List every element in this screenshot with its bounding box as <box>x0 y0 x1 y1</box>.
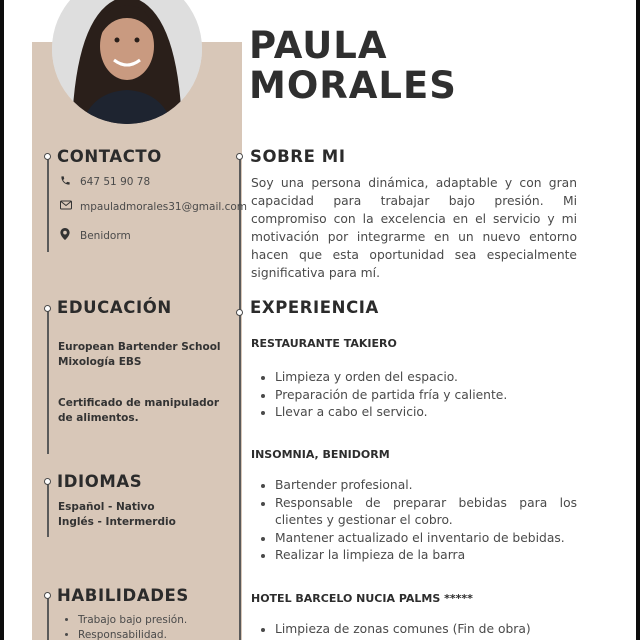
about-timeline-dot <box>236 153 243 160</box>
contact-location <box>60 228 131 243</box>
skills-timeline <box>47 597 49 640</box>
last-name: MORALES <box>249 64 457 107</box>
job-bullet: • Limpieza y orden del espacio. <box>275 369 587 387</box>
job-1-company: RESTAURANTE TAKIERO <box>251 337 397 350</box>
job-bullet: • Limpieza de zonas comunes (Fin de obra) <box>275 621 587 639</box>
language-item: Inglés - Intermerdio <box>58 516 176 528</box>
job-2-company: INSOMNIA, BENIDORM <box>251 448 390 461</box>
job-bullet: • Mantener actualizado el inventario de bebidas. <box>275 530 577 548</box>
main-timeline <box>239 158 241 640</box>
experience-timeline-dot <box>236 309 243 316</box>
education-timeline-dot <box>44 305 51 312</box>
mail-icon <box>60 200 74 213</box>
languages-list <box>58 500 176 530</box>
language-item: Español - Nativo <box>58 501 155 513</box>
location-text: Benidorm <box>80 229 131 242</box>
contact-timeline-dot <box>44 153 51 160</box>
skills-heading: HABILIDADES <box>57 586 189 605</box>
skill-item: • Trabajo bajo presión. <box>78 613 187 628</box>
job-3-bullets <box>251 621 587 639</box>
education-item-2 <box>58 396 219 426</box>
job-bullet: • Llevar a cabo el servicio. <box>275 404 587 422</box>
about-heading: SOBRE MI <box>250 147 346 166</box>
education-heading: EDUCACIÓN <box>57 298 172 317</box>
experience-heading: EXPERIENCIA <box>250 298 379 317</box>
job-3-company: HOTEL BARCELO NUCIA PALMS ***** <box>251 592 473 605</box>
about-text: Soy una persona dinámica, adaptable y con gran capacidad para trabajar bajo presión. Mi compromiso con la excelencia en el servicio y mi motivación por integrarme en un nuevo entorno hacen que esta oportunidad sea especialmente significativa para mí. <box>251 176 577 280</box>
skills-timeline-dot <box>44 592 51 599</box>
education-item-2-line2: de alimentos. <box>58 412 139 424</box>
first-name: PAULA <box>249 24 388 67</box>
education-item-1 <box>58 340 221 370</box>
job-bullet: • Bartender profesional. <box>275 477 577 495</box>
phone-icon <box>60 175 74 189</box>
education-item-2-line1: Certificado de manipulador <box>58 397 220 409</box>
skills-list <box>56 613 187 640</box>
education-item-1-line1: European Bartender School <box>58 341 221 353</box>
contact-phone <box>60 175 150 189</box>
languages-timeline-dot <box>44 478 51 485</box>
phone-text: 647 51 90 78 <box>80 176 151 188</box>
job-1-bullets <box>251 369 587 422</box>
languages-heading: IDIOMAS <box>57 472 143 491</box>
contact-timeline <box>47 158 49 252</box>
contact-email <box>60 200 247 213</box>
email-text: mpauladmorales31@gmail.com <box>80 200 248 213</box>
education-timeline <box>47 310 49 454</box>
job-bullet: • Realizar la limpieza de la barra <box>275 547 577 565</box>
education-item-1-line2: Mixología EBS <box>58 356 142 368</box>
skill-item: • Responsabilidad. <box>78 628 187 640</box>
job-2-bullets <box>251 477 577 565</box>
resume-page <box>4 0 636 640</box>
job-bullet: • Preparación de partida fría y caliente. <box>275 387 587 405</box>
job-bullet: • Responsable de preparar bebidas para los clientes y gestionar el cobro. <box>275 495 577 530</box>
contact-heading: CONTACTO <box>57 147 162 166</box>
location-pin-icon <box>60 228 74 243</box>
languages-timeline <box>47 483 49 537</box>
